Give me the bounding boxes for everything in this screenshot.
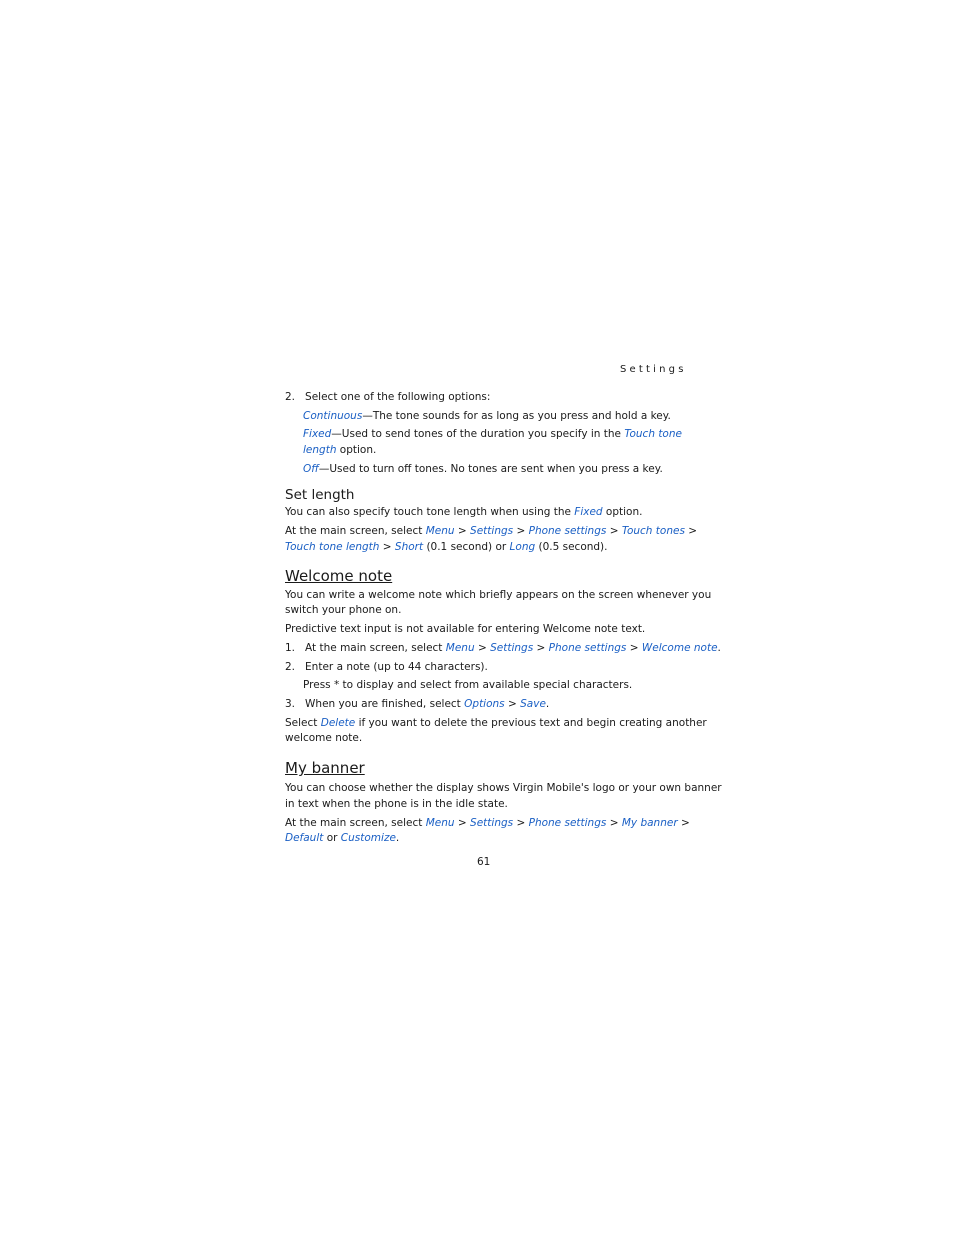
paragraph-path: [285, 816, 690, 832]
link-length[interactable]: length: [303, 444, 337, 456]
link-my-banner[interactable]: My banner: [621, 817, 678, 829]
link-settings[interactable]: Settings: [490, 642, 534, 654]
paragraph: switch your phone on.: [285, 604, 402, 616]
link-fixed[interactable]: Fixed: [303, 428, 332, 440]
separator: >: [504, 698, 521, 710]
paragraph: You can choose whether the display shows Virgin Mobile's logo or your own banner: [285, 782, 722, 794]
text: (0.1 second) or: [423, 541, 510, 553]
text: You can also specify touch tone length when using the: [285, 506, 575, 518]
separator: >: [454, 525, 471, 537]
page-number: 61: [477, 856, 491, 868]
text: At the main screen, select: [285, 817, 426, 829]
paragraph: in text when the phone is in the idle state.: [285, 798, 508, 810]
option-desc: —Used to turn off tones. No tones are sent when you press a key.: [318, 463, 663, 475]
separator: >: [379, 541, 395, 553]
text: Select: [285, 717, 321, 729]
link-delete[interactable]: Delete: [320, 717, 356, 729]
text: At the main screen, select: [285, 525, 426, 537]
separator: >: [454, 817, 471, 829]
section-heading-set-length: Set length: [285, 487, 355, 503]
paragraph: [285, 716, 707, 732]
paragraph: Predictive text input is not available for entering Welcome note text.: [285, 623, 646, 635]
separator: >: [513, 525, 529, 537]
link-menu[interactable]: Menu: [425, 525, 455, 537]
list-item-step-2: [285, 660, 488, 676]
link-short[interactable]: Short: [394, 541, 424, 553]
link-touch-tones[interactable]: Touch tones: [621, 525, 685, 537]
text: option.: [602, 506, 643, 518]
link-welcome-note[interactable]: Welcome note: [641, 642, 718, 654]
option-desc: —The tone sounds for as long as you press and hold a key.: [362, 410, 671, 422]
link-phone-settings[interactable]: Phone settings: [548, 642, 627, 654]
link-touch-tone-length[interactable]: Touch tone length: [285, 541, 380, 553]
text: or: [323, 832, 341, 844]
separator: >: [626, 642, 642, 654]
link-save[interactable]: Save: [520, 698, 546, 710]
paragraph-path-line2: [285, 831, 399, 847]
link-continuous[interactable]: Continuous: [303, 410, 363, 422]
separator: >: [684, 525, 698, 537]
separator: >: [677, 817, 690, 829]
section-heading-welcome-note: Welcome note: [285, 567, 393, 585]
link-fixed[interactable]: Fixed: [574, 506, 603, 518]
separator: >: [533, 642, 549, 654]
separator: >: [513, 817, 529, 829]
list-item-step-3: [285, 697, 549, 713]
link-phone-settings[interactable]: Phone settings: [528, 817, 607, 829]
option-fixed-line2: [303, 443, 376, 459]
paragraph: welcome note.: [285, 732, 363, 744]
separator: >: [474, 642, 491, 654]
running-head: Settings: [620, 364, 687, 375]
step-number: 1.: [285, 642, 296, 654]
text: .: [545, 698, 550, 710]
text: .: [395, 832, 400, 844]
list-item-step-1: [285, 641, 721, 657]
text: At the main screen, select: [305, 642, 446, 654]
text: if you want to delete the previous text and begin creating another: [355, 717, 707, 729]
link-menu[interactable]: Menu: [445, 642, 475, 654]
option-fixed: [303, 427, 682, 443]
link-phone-settings[interactable]: Phone settings: [528, 525, 607, 537]
option-off: [303, 462, 663, 478]
link-touch-tone[interactable]: Touch tone: [624, 428, 682, 440]
link-menu[interactable]: Menu: [425, 817, 455, 829]
paragraph: You can write a welcome note which briefly appears on the screen whenever you: [285, 589, 712, 601]
text: Enter a note (up to 44 characters).: [305, 661, 488, 673]
link-long[interactable]: Long: [509, 541, 536, 553]
paragraph-path: [285, 524, 697, 540]
option-continuous: [303, 409, 671, 425]
step-number: 2.: [285, 391, 296, 403]
link-default[interactable]: Default: [285, 832, 324, 844]
link-off[interactable]: Off: [303, 463, 319, 475]
paragraph-path-line2: [285, 540, 608, 556]
link-customize[interactable]: Customize: [340, 832, 396, 844]
link-settings[interactable]: Settings: [470, 817, 514, 829]
list-item-step-2: [285, 390, 490, 406]
link-settings[interactable]: Settings: [470, 525, 514, 537]
option-desc: option.: [336, 444, 377, 456]
text: (0.5 second).: [535, 541, 608, 553]
option-desc: —Used to send tones of the duration you specify in the: [331, 428, 625, 440]
step-sub-text: Press * to display and select from available special characters.: [303, 679, 633, 691]
text: When you are finished, select: [305, 698, 465, 710]
separator: >: [606, 525, 622, 537]
step-number: 2.: [285, 661, 296, 673]
step-number: 3.: [285, 698, 296, 710]
section-heading-my-banner: My banner: [285, 759, 365, 777]
paragraph: [285, 505, 642, 521]
link-options[interactable]: Options: [464, 698, 505, 710]
separator: >: [606, 817, 622, 829]
text: .: [717, 642, 721, 654]
step-text: Select one of the following options:: [305, 391, 491, 403]
